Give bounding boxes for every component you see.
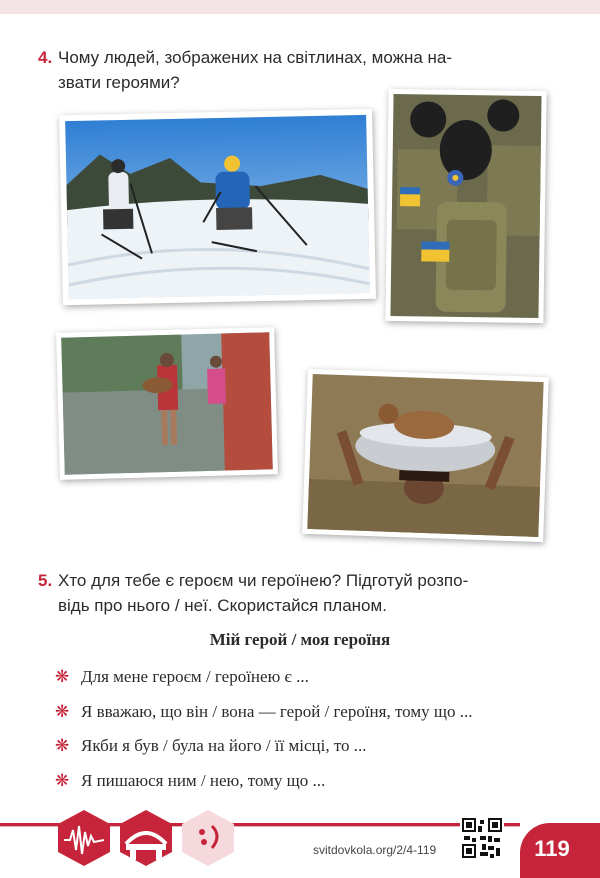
photo-child-dog-bowl xyxy=(302,369,549,542)
plan-list xyxy=(55,665,472,803)
question-4 xyxy=(38,45,548,95)
snowflake-bullet-icon: ❋ xyxy=(55,667,70,686)
question-text-line1: Хто для тебе є героєм чи героїнею? Підготуй розпо- xyxy=(58,571,469,590)
top-band xyxy=(0,0,600,14)
snowflake-bullet-icon: ❋ xyxy=(55,701,70,721)
photo-flood-rescue xyxy=(56,327,278,480)
photo-para-skiers xyxy=(59,109,376,306)
plan-item-text: Для мене героєм / героїнею є ... xyxy=(81,667,309,686)
plan-title: Мій герой / моя героїня xyxy=(209,630,391,649)
question-text-line2: відь про нього / неї. Скористайся планом. xyxy=(58,596,387,615)
question-text-line1: Чому людей, зображених на світлинах, можна на- xyxy=(58,48,453,67)
plan-item xyxy=(55,700,472,735)
snowflake-bullet-icon: ❋ xyxy=(55,770,70,790)
qr-code-icon[interactable] xyxy=(460,816,504,860)
plan-item xyxy=(55,769,472,804)
page-number: 119 xyxy=(534,836,570,861)
question-number: 4. xyxy=(38,48,53,67)
footer-url[interactable]: svitdovkola.org/2/4-119 xyxy=(313,843,437,857)
question-5 xyxy=(38,568,548,618)
plan-item-text: Якби я був / була на його / її місці, то ... xyxy=(81,736,367,755)
smile-hex-icon xyxy=(180,808,236,868)
plan-item-text: Я вважаю, що він / вона — герой / героїня, тому що ... xyxy=(81,701,473,721)
snowflake-bullet-icon: ❋ xyxy=(55,736,70,755)
plan-item-text: Я пишаюся ним / нею, тому що ... xyxy=(81,770,326,790)
plan-item xyxy=(55,665,472,700)
question-text-line2: звати героями? xyxy=(58,73,180,92)
bridge-hex-icon xyxy=(118,808,174,868)
question-number: 5. xyxy=(38,571,53,590)
photo-soldiers xyxy=(385,89,546,323)
speech-wave-hex-icon xyxy=(56,808,112,868)
plan-item xyxy=(55,734,472,769)
